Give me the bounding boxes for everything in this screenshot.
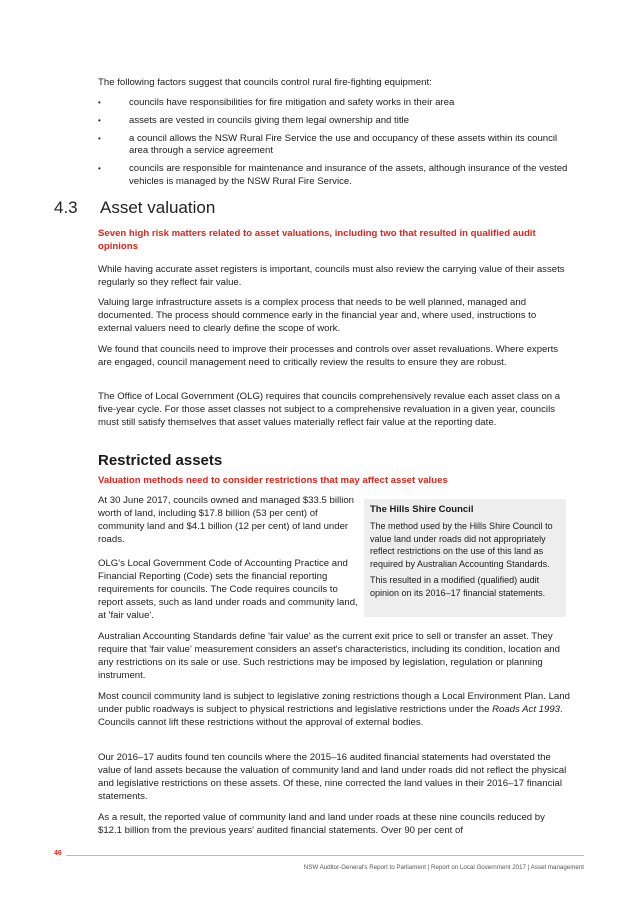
intro-text: The following factors suggest that councils control rural fire-fighting equipment: <box>98 77 432 88</box>
paragraph: As a result, the reported value of community land and land under roads at these nine councils reduced by $12.1 billion from the previous years' audited financial statements. Over 90 per cent of <box>98 812 545 836</box>
case-study-title: The Hills Shire Council <box>370 504 474 515</box>
section-number: 4.3 <box>54 198 78 217</box>
paragraph: At 30 June 2017, councils owned and managed $33.5 billion worth of land, including $17.8 billion (53 per cent) of community land and $4.1 billion (12 per cent) of land under roads. <box>98 495 355 545</box>
list-item: • assets are vested in councils giving them legal ownership and title <box>98 115 578 128</box>
key-finding: Valuation methods need to consider restrictions that may affect asset values <box>98 475 448 486</box>
case-study-box <box>364 499 566 617</box>
footer-divider <box>66 855 584 856</box>
section-heading <box>54 198 215 218</box>
footer-text: NSW Auditor-General's Report to Parliament | Report on Local Government 2017 | Asset management <box>303 864 584 871</box>
case-study-text: This resulted in a modified (qualified) audit opinion on its 2016–17 financial statements. <box>370 575 546 598</box>
paragraph: The Office of Local Government (OLG) requires that councils comprehensively revalue each asset class on a five-year cycle. For those asset classes not subject to a comprehensive revaluation in a given year, councils must still satisfy themselves that asset values materially reflect fair value at the reporting date. <box>98 391 561 428</box>
key-finding: Seven high risk matters related to asset valuations, including two that resulted in qualified audit opinions <box>98 228 536 252</box>
paragraph: Valuing large infrastructure assets is a complex process that needs to be well planned, managed and documented. The process should commence early in the financial year and, where used, instructions to external valuers need to clearly define the scope of work. <box>98 297 537 334</box>
section-title: Asset valuation <box>100 198 216 217</box>
paragraph: Our 2016–17 audits found ten councils where the 2015–16 audited financial statements had overstated the value of land assets because the valuation of community land and land under roads did not reflect the physical and legislative restrictions on these assets. Of these, nine corrected the land values in their 2016–17 financial statements. <box>98 752 567 802</box>
list-item: • councils are responsible for maintenance and insurance of the assets, although insurance of the vested vehicles is managed by the NSW Rural Fire Service. <box>98 163 578 189</box>
list-item: • councils have responsibilities for fire mitigation and safety works in their area <box>98 97 578 110</box>
paragraph-text: Most council community land is subject to legislative zoning restrictions though a Local Environment Plan. Land under public roadways is subject to physical restrictions and legislative restrictions under the <box>98 691 570 715</box>
subsection-title: Restricted assets <box>98 452 223 469</box>
factor-list <box>98 97 578 194</box>
list-item: • a council allows the NSW Rural Fire Service the use and occupancy of these assets within its council area through a service agreement <box>98 133 578 159</box>
paragraph: OLG's Local Government Code of Accounting Practice and Financial Reporting (Code) sets the financial reporting requirements for councils. The Code requires councils to report assets, such as land under roads and community land, at 'fair value'. <box>98 558 358 621</box>
paragraph-text: . Councils cannot lift these restrictions without the approval of external bodies. <box>98 704 563 728</box>
paragraph: While having accurate asset registers is important, councils must also review the carrying value of their assets regularly so they reflect fair value. <box>98 264 565 288</box>
paragraph: Australian Accounting Standards define 'fair value' as the current exit price to sell or transfer an asset. They require that 'fair value' measurement considers an asset's characteristics, including its condition, location and any restrictions on its sale or use. Such restrictions may be imposed by legislation, regulation or planning instrument. <box>98 631 560 681</box>
paragraph <box>98 690 570 729</box>
page-number: 46 <box>54 850 62 857</box>
paragraph: We found that councils need to improve their processes and controls over asset revaluations. Where experts are engaged, council management need to critically review the results to ensure they are robust. <box>98 344 559 368</box>
case-study-text: The method used by the Hills Shire Council to value land under roads did not appropriately reflect restrictions on the use of this land as required by Australian Accounting Standards. <box>370 521 553 569</box>
legislation-title: Roads Act 1993 <box>492 704 560 715</box>
